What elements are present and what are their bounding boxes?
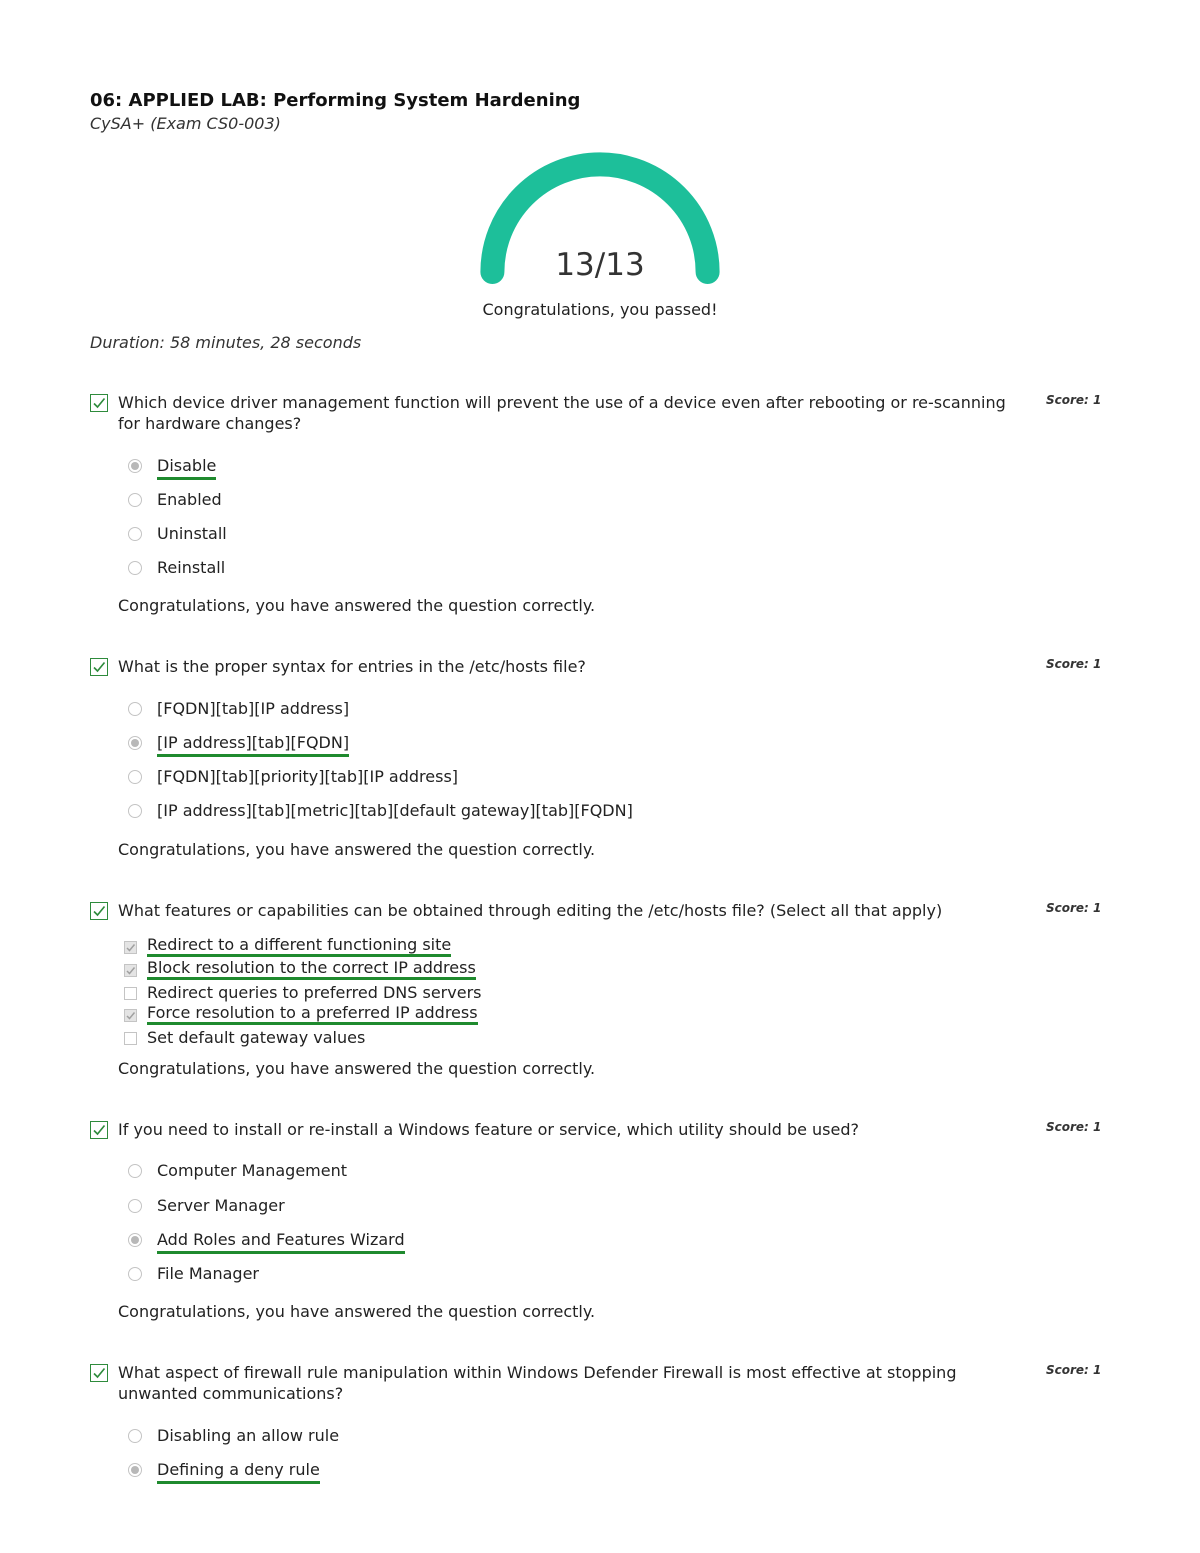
duration: Duration: 58 minutes, 28 seconds (90, 333, 362, 352)
checkbox[interactable] (124, 1032, 137, 1045)
option-label: Force resolution to a preferred IP address (147, 1004, 478, 1025)
question-score: Score: 1 (1046, 393, 1102, 407)
radio-button[interactable] (128, 804, 142, 818)
option-label: Add Roles and Features Wizard (157, 1229, 405, 1254)
question-text: What aspect of firewall rule manipulation within Windows Defender Firewall is most effective at stopping unwanted communications? (118, 1363, 957, 1403)
option-label: Uninstall (157, 524, 227, 543)
check-icon (90, 1364, 108, 1382)
question-text: Which device driver management function will prevent the use of a device even after rebooting or re-scanning for hardware changes? (118, 393, 1006, 433)
radio-button-selected[interactable] (128, 459, 142, 473)
option-label: Disable (157, 455, 216, 480)
question-feedback: Congratulations, you have answered the question correctly. (118, 840, 596, 859)
option-label: Redirect queries to preferred DNS servers (147, 983, 482, 1002)
radio-button[interactable] (128, 493, 142, 507)
question-text: If you need to install or re-install a Windows feature or service, which utility should be used? (118, 1120, 859, 1139)
question-text: What features or capabilities can be obtained through editing the /etc/hosts file? (Select all that apply) (118, 901, 943, 920)
option-label: [IP address][tab][FQDN] (157, 732, 349, 757)
option-label: Defining a deny rule (157, 1459, 320, 1484)
option-label: Disabling an allow rule (157, 1426, 340, 1445)
option-label: [FQDN][tab][priority][tab][IP address] (157, 767, 459, 786)
score-gauge (470, 150, 730, 300)
radio-button[interactable] (128, 1199, 142, 1213)
option-label: File Manager (157, 1264, 259, 1283)
option-label: Computer Management (157, 1161, 348, 1180)
option-label: Reinstall (157, 558, 226, 577)
question-score: Score: 1 (1046, 1120, 1102, 1134)
option-label: Enabled (157, 490, 222, 509)
pass-status: Congratulations, you passed! (482, 300, 718, 319)
option-label: [IP address][tab][metric][tab][default gateway][tab][FQDN] (157, 801, 633, 820)
option-label: [FQDN][tab][IP address] (157, 699, 350, 718)
option-label: Block resolution to the correct IP address (147, 959, 476, 980)
check-icon (90, 1121, 108, 1139)
gauge-score-text: 13/13 (555, 247, 645, 283)
radio-button[interactable] (128, 1429, 142, 1443)
radio-button-selected[interactable] (128, 1463, 142, 1477)
radio-button[interactable] (128, 770, 142, 784)
question-feedback: Congratulations, you have answered the question correctly. (118, 1059, 596, 1078)
option-label: Set default gateway values (147, 1028, 366, 1047)
lab-title: 06: APPLIED LAB: Performing System Hardening (90, 90, 581, 111)
checkbox-checked[interactable] (124, 1009, 137, 1022)
radio-button[interactable] (128, 1164, 142, 1178)
check-icon (90, 394, 108, 412)
question-score: Score: 1 (1046, 1363, 1102, 1377)
radio-button[interactable] (128, 561, 142, 575)
radio-button[interactable] (128, 702, 142, 716)
checkbox[interactable] (124, 987, 137, 1000)
check-icon (90, 902, 108, 920)
lab-subtitle: CySA+ (Exam CS0-003) (90, 114, 281, 133)
checkbox-checked[interactable] (124, 941, 137, 954)
radio-button-selected[interactable] (128, 1233, 142, 1247)
question-score: Score: 1 (1046, 657, 1102, 671)
question-feedback: Congratulations, you have answered the question correctly. (118, 1302, 596, 1321)
option-label: Redirect to a different functioning site (147, 936, 451, 957)
question-score: Score: 1 (1046, 901, 1102, 915)
radio-button[interactable] (128, 527, 142, 541)
radio-button[interactable] (128, 1267, 142, 1281)
question-feedback: Congratulations, you have answered the question correctly. (118, 596, 596, 615)
checkbox-checked[interactable] (124, 964, 137, 977)
radio-button-selected[interactable] (128, 736, 142, 750)
check-icon (90, 658, 108, 676)
question-text: What is the proper syntax for entries in the /etc/hosts file? (118, 657, 586, 676)
option-label: Server Manager (157, 1196, 285, 1215)
